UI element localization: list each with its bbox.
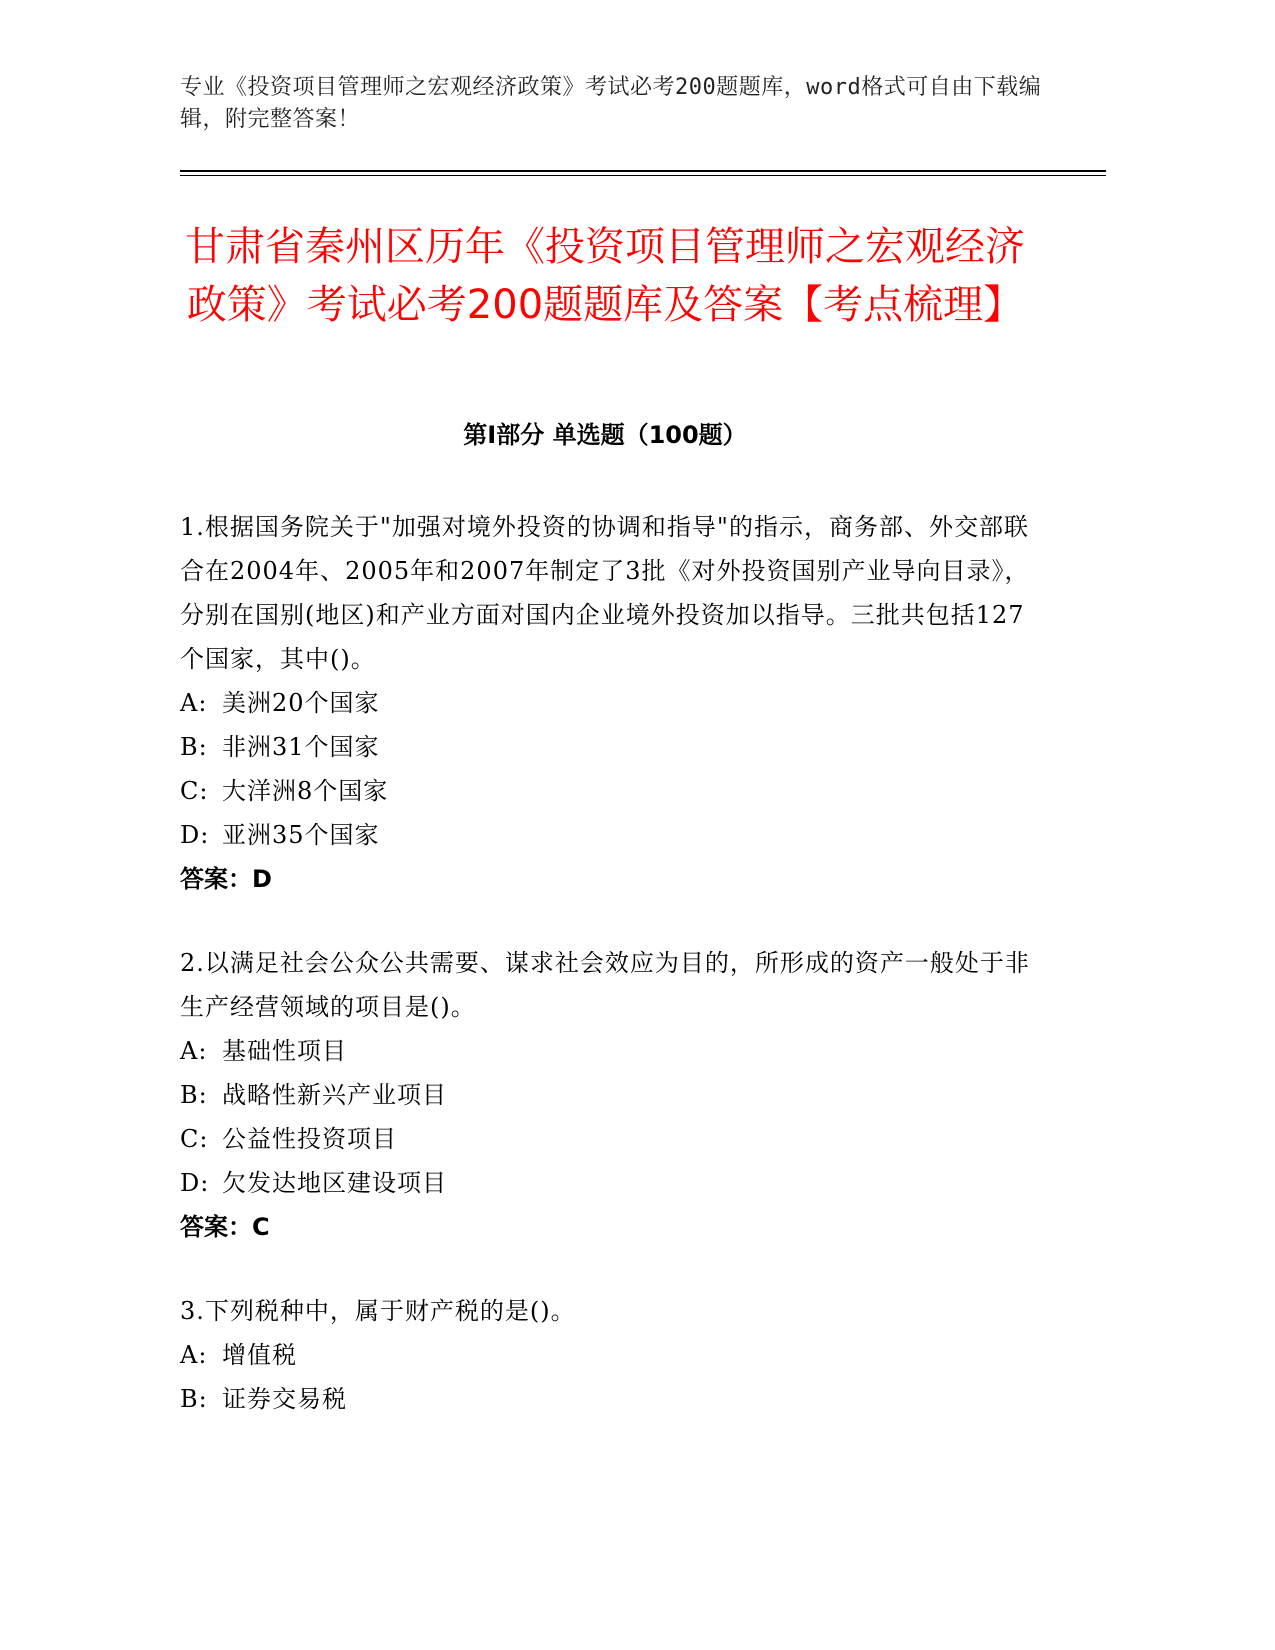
question-1	[180, 505, 1030, 901]
option-key: B:	[180, 1081, 208, 1109]
option-text: 基础性项目	[222, 1037, 347, 1065]
option-text: 公益性投资项目	[222, 1125, 397, 1153]
option-text: 欠发达地区建设项目	[222, 1169, 447, 1197]
option-text: 战略性新兴产业项目	[222, 1081, 447, 1109]
question-3	[180, 1289, 1030, 1421]
option-key: C:	[180, 1125, 209, 1153]
question-stem: 1.根据国务院关于"加强对境外投资的协调和指导"的指示，商务部、外交部联合在2004年、2005年和2007年制定了3批《对外投资国别产业导向目录》，分别在国别(地区)和产业方面对国内企业境外投资加以指导。三批共包括127个国家，其中()。	[180, 513, 1030, 673]
answer-label: 答案：C	[180, 1213, 270, 1241]
answer-label: 答案：D	[180, 865, 272, 893]
option-key: A:	[180, 1341, 208, 1369]
option-key: B:	[180, 733, 208, 761]
option-text: 增值税	[222, 1341, 297, 1369]
option-text: 美洲20个国家	[222, 689, 380, 717]
option-c	[180, 769, 1030, 813]
question-stem: 2.以满足社会公众公共需要、谋求社会效应为目的，所形成的资产一般处于非生产经营领域的项目是()。	[180, 949, 1030, 1021]
option-text: 非洲31个国家	[222, 733, 380, 761]
document-title: 甘肃省秦州区历年《投资项目管理师之宏观经济政策》考试必考200题题库及答案【考点梳理】	[185, 224, 1025, 328]
option-b	[180, 1377, 1030, 1421]
option-a	[180, 1333, 1030, 1377]
option-a	[180, 681, 1030, 725]
option-text: 亚洲35个国家	[222, 821, 380, 849]
option-key: D:	[180, 1169, 210, 1197]
option-key: A:	[180, 689, 208, 717]
option-d	[180, 1161, 1030, 1205]
question-2	[180, 941, 1030, 1249]
option-a	[180, 1029, 1030, 1073]
option-d	[180, 813, 1030, 857]
option-text: 大洋洲8个国家	[222, 777, 389, 805]
question-stem: 3.下列税种中，属于财产税的是()。	[180, 1297, 576, 1325]
option-key: D:	[180, 821, 210, 849]
header-divider-thin	[180, 175, 1106, 176]
option-key: A:	[180, 1037, 208, 1065]
option-text: 证券交易税	[222, 1385, 347, 1413]
option-b	[180, 1073, 1030, 1117]
option-b	[180, 725, 1030, 769]
header-divider-thick	[180, 170, 1106, 172]
option-key: C:	[180, 777, 209, 805]
question-list	[180, 505, 1030, 1461]
option-key: B:	[180, 1385, 208, 1413]
section-heading: 第Ⅰ部分 单选题（100题）	[463, 421, 747, 449]
option-c	[180, 1117, 1030, 1161]
header-note: 专业《投资项目管理师之宏观经济政策》考试必考200题题库，word格式可自由下载编辑，附完整答案！	[180, 75, 1042, 132]
